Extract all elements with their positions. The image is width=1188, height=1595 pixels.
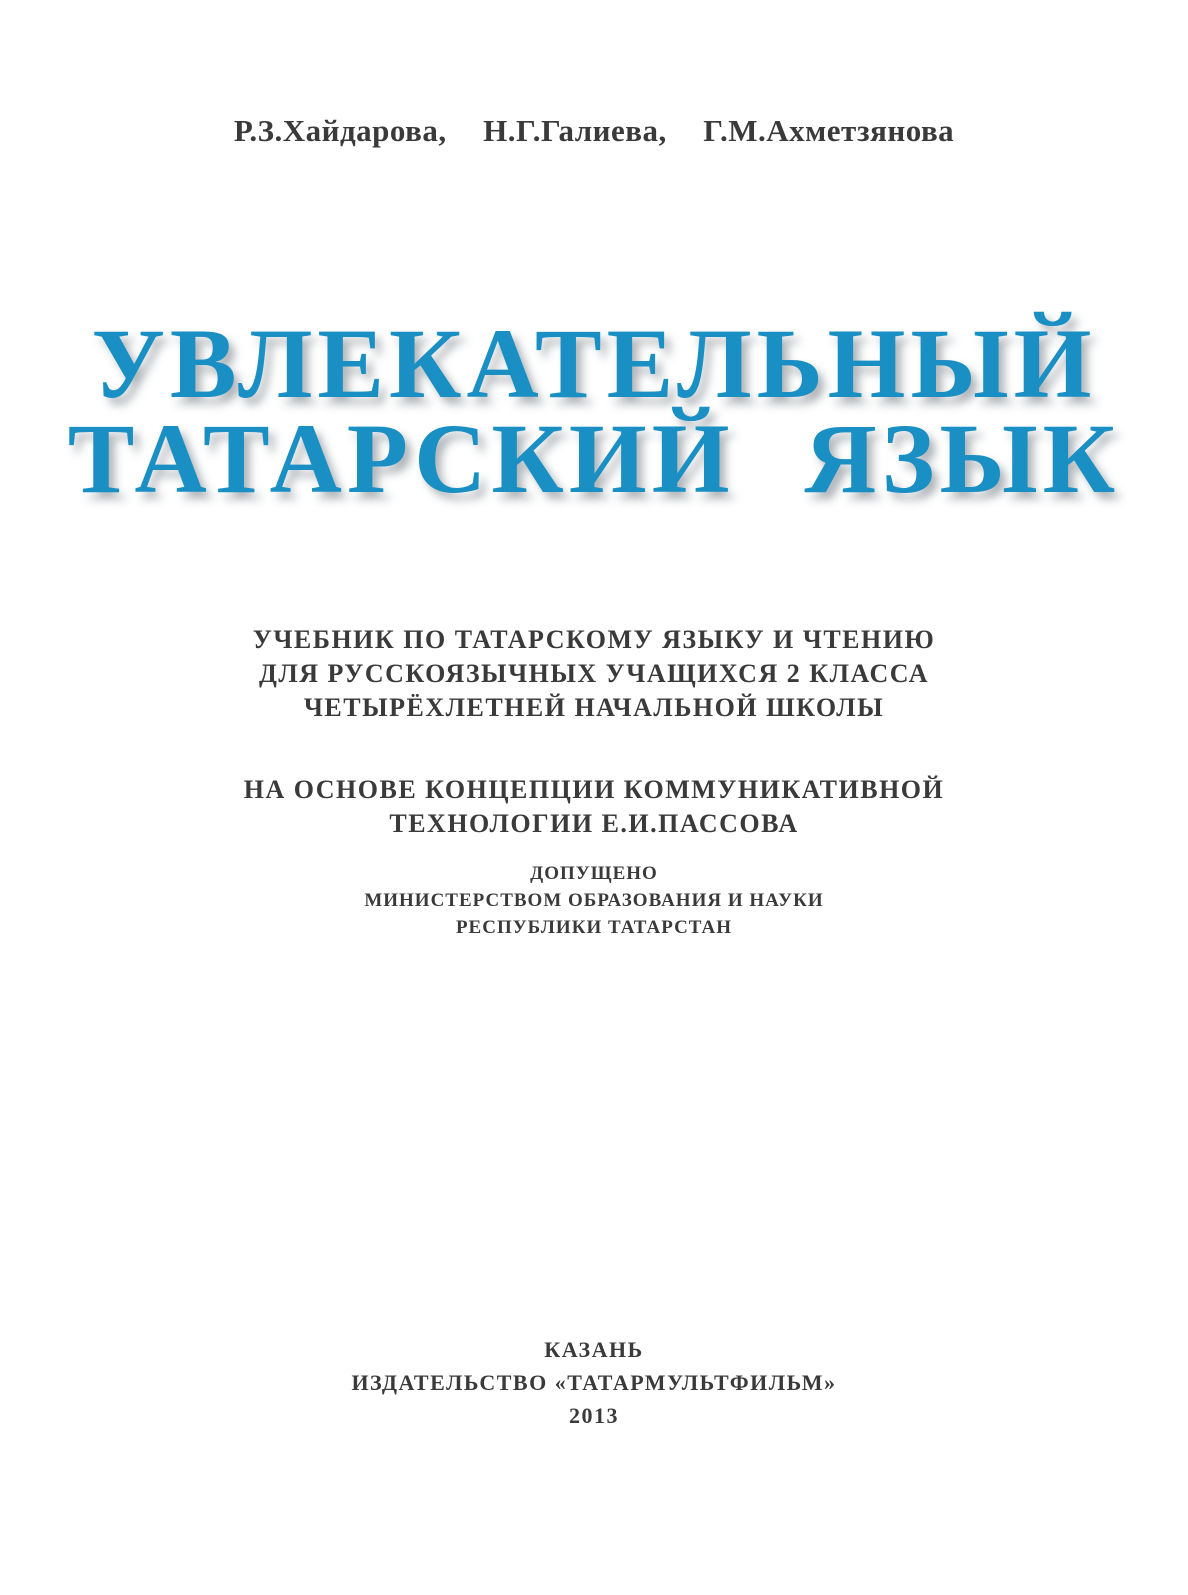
methodology-note bbox=[0, 773, 1188, 841]
author-2: Н.Г.Галиева, bbox=[483, 113, 667, 148]
approval-note bbox=[0, 860, 1188, 941]
author-3: Г.М.Ахметзянова bbox=[703, 113, 955, 148]
author-1: Р.З.Хайдарова, bbox=[233, 113, 447, 148]
description-line: ЧЕТЫРЁХЛЕТНЕЙ НАЧАЛЬНОЙ ШКОЛЫ bbox=[303, 693, 885, 722]
description-line: УЧЕБНИК ПО ТАТАРСКОМУ ЯЗЫКУ И ЧТЕНИЮ bbox=[252, 625, 936, 654]
imprint-year: 2013 bbox=[569, 1403, 619, 1428]
book-title-line-1: УВЛЕКАТЕЛЬНЫЙ bbox=[91, 308, 1097, 419]
authors-line bbox=[0, 113, 1188, 149]
imprint bbox=[0, 1333, 1188, 1432]
imprint-publisher: ИЗДАТЕЛЬСТВО «ТАТАРМУЛЬТФИЛЬМ» bbox=[351, 1370, 837, 1395]
methodology-line: ТЕХНОЛОГИИ Е.И.ПАССОВА bbox=[389, 809, 799, 838]
approval-line: ДОПУЩЕНО bbox=[530, 863, 658, 884]
methodology-line: НА ОСНОВЕ КОНЦЕПЦИИ КОММУНИКАТИВНОЙ bbox=[243, 775, 945, 804]
book-title-line-2: ТАТАРСКИЙ ЯЗЫК bbox=[67, 403, 1121, 514]
imprint-city: КАЗАНЬ bbox=[544, 1337, 644, 1362]
description-line: ДЛЯ РУССКОЯЗЫЧНЫХ УЧАЩИХСЯ 2 КЛАССА bbox=[259, 659, 929, 688]
book-description bbox=[0, 623, 1188, 725]
approval-line: РЕСПУБЛИКИ ТАТАРСТАН bbox=[455, 917, 733, 938]
book-title bbox=[0, 308, 1188, 514]
approval-line: МИНИСТЕРСТВОМ ОБРАЗОВАНИЯ И НАУКИ bbox=[364, 890, 824, 911]
